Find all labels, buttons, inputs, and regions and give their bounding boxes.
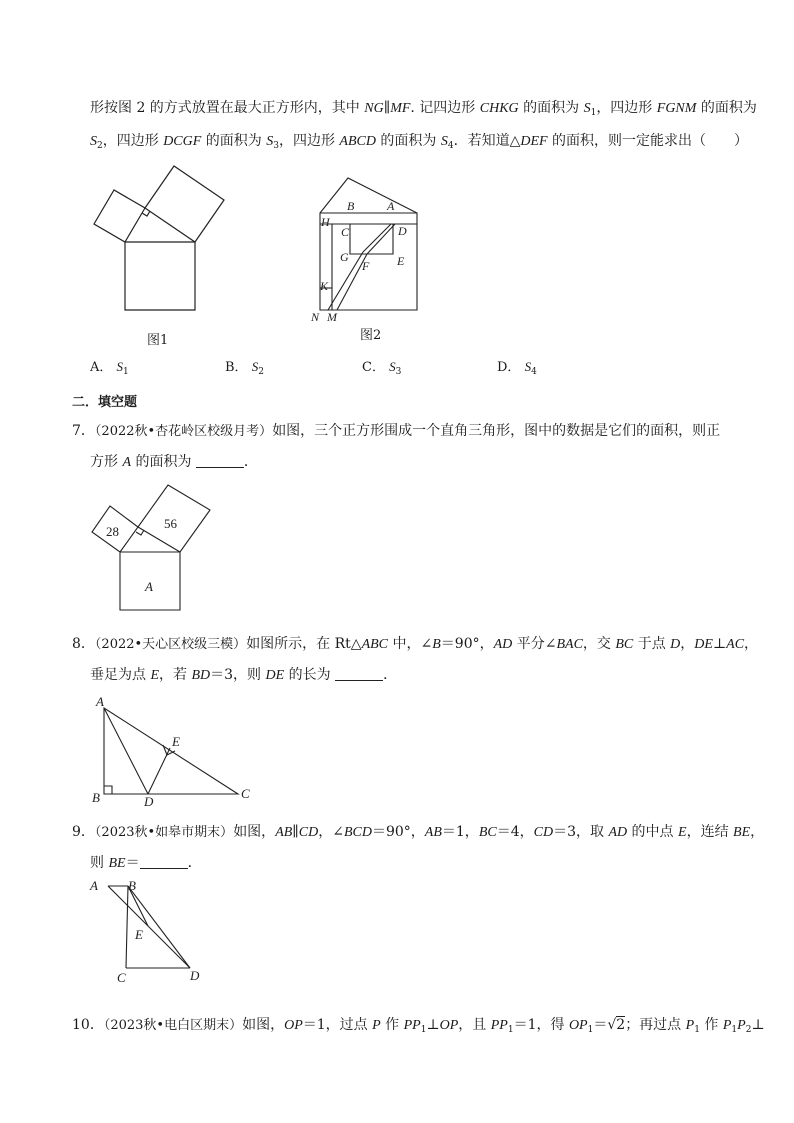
parallel-symbol: ∥: [292, 824, 299, 840]
seg-pp1: PP: [490, 1018, 508, 1033]
seg-be: BE: [108, 856, 126, 871]
s-symbol: S: [524, 359, 532, 374]
fig2-label-k: K: [320, 279, 329, 293]
seg-ab: AB: [424, 825, 442, 840]
question-number: 8．: [72, 636, 95, 652]
q8-right-angle-b: [104, 786, 112, 794]
question-number: 7．: [72, 423, 95, 439]
q6-option-d[interactable]: [497, 358, 537, 381]
seg-bc: BC: [615, 637, 634, 652]
text: ，且: [458, 1017, 491, 1033]
text: 的中点: [627, 824, 679, 840]
seg-cd: CD: [298, 825, 319, 840]
subscript: 1: [420, 1025, 427, 1035]
q8-line-ad: [104, 708, 148, 794]
question-source: （2023秋•电白区期末）: [103, 1018, 243, 1033]
text: ＝3，则: [210, 667, 266, 683]
text: 如图，: [233, 824, 276, 840]
text: ⊥: [426, 1017, 440, 1033]
text: ，四边形: [596, 100, 657, 116]
square-a: A: [122, 455, 132, 470]
q7-label-56: 56: [164, 516, 177, 531]
subscript: 1: [587, 1025, 594, 1035]
seg-p1p2: P: [737, 1018, 746, 1033]
point-p1: P: [685, 1018, 695, 1033]
text: 的面积为: [518, 100, 584, 116]
q8-label-b: B: [92, 790, 100, 805]
q9-line-2: [90, 853, 202, 874]
q7-line-2: [90, 452, 258, 473]
seg-ad: AD: [493, 637, 513, 652]
s-symbol: S: [266, 134, 274, 149]
seg-op: OP: [439, 1018, 459, 1033]
fig2-line-fa: [363, 224, 391, 252]
text: ，: [680, 636, 695, 652]
q8-label-c: C: [241, 786, 250, 801]
point-p: P: [372, 1018, 381, 1033]
subscript: 1: [731, 1025, 738, 1035]
text: 中，∠: [388, 636, 433, 652]
text: ⊥: [712, 636, 727, 652]
question-number: 9．: [72, 824, 95, 840]
q8-line-2: [90, 665, 397, 686]
seg-ad: AD: [608, 825, 628, 840]
text: 如图所示，在 Rt△: [246, 636, 362, 652]
sqrt-symbol: √: [607, 1017, 617, 1033]
text: ＝4，: [496, 824, 534, 840]
seg-de: DE: [265, 668, 285, 683]
option-letter: B．: [225, 360, 248, 375]
subscript: 1: [507, 1025, 514, 1035]
text: 作: [380, 1017, 404, 1033]
text: 作: [699, 1017, 723, 1033]
quad-fgnm: FGNM: [656, 101, 697, 116]
q9-label-b: B: [128, 878, 136, 893]
text: ＝: [125, 855, 140, 871]
fig2-label-c: C: [341, 225, 350, 239]
text: 平分∠: [512, 636, 557, 652]
fig1-left-square: [94, 190, 145, 242]
fig2-line-ga: [367, 224, 395, 254]
subscript: 3: [273, 141, 279, 151]
s-symbol: S: [116, 359, 124, 374]
text: 的面积为: [696, 100, 757, 116]
text: ＝3，取: [553, 824, 609, 840]
q7-figure: [88, 482, 228, 612]
q9-line-1: [72, 822, 764, 843]
fig2-label-m: M: [327, 310, 337, 324]
s-symbol: S: [583, 101, 591, 116]
point-e: E: [678, 825, 687, 840]
text: ．若知道△: [453, 133, 521, 149]
text: ．: [187, 855, 202, 871]
text: 如图，三个正方形围成一个直角三角形，图中的数据是它们的面积，则正: [272, 423, 721, 439]
seg-cd: CD: [533, 825, 554, 840]
q8-label-d: D: [144, 794, 154, 809]
triangle-abc: ABC: [361, 637, 389, 652]
text: 形按图 2 的方式放置在最大正方形内，其中: [90, 100, 365, 116]
fig1-right-square: [145, 166, 224, 242]
q6-line-1: [90, 98, 757, 123]
q8-line-1: [72, 634, 758, 655]
subscript: 1: [123, 367, 129, 377]
q9-line-ad: [108, 886, 190, 968]
fig2-label-b: B: [347, 199, 355, 213]
sqrt-value: 2: [616, 1017, 626, 1033]
angle-b: B: [432, 637, 441, 652]
question-source: （2023秋•如皋市期末）: [94, 825, 234, 840]
text: ，∠: [318, 824, 344, 840]
text: ，四边形: [278, 133, 340, 149]
text: ．: [243, 454, 258, 470]
option-letter: A．: [90, 360, 113, 375]
option-letter: D．: [497, 360, 521, 375]
question-source: （2022秋•杏花岭区校级月考）: [94, 424, 273, 439]
text: ＝1，过点: [302, 1017, 373, 1033]
q6-figure-1: [90, 160, 290, 320]
text: ．: [383, 667, 398, 683]
text: 方形: [90, 454, 123, 470]
subscript: 4: [447, 141, 454, 151]
s-symbol: S: [389, 359, 396, 374]
text: 垂足为点: [90, 667, 151, 683]
text: 的面积，则一定能求出（ ）: [547, 133, 749, 149]
section-title: 二．填空题: [72, 395, 138, 410]
text: ＝90°，: [371, 824, 425, 840]
q8-label-a: A: [96, 694, 104, 709]
q8-label-e: E: [172, 734, 180, 749]
subscript: 4: [531, 367, 537, 377]
text: 的面积为: [201, 133, 267, 149]
fig2-top-triangle: [320, 178, 417, 213]
seg-p1p2: P: [722, 1018, 732, 1033]
text: 的面积为: [131, 454, 192, 470]
fig2-label-h: H: [321, 215, 330, 229]
seg-bc: BC: [478, 825, 497, 840]
text: ，交: [582, 636, 616, 652]
triangle-def: DEF: [520, 134, 548, 149]
text: ＝1，得: [513, 1017, 569, 1033]
fig2-label-g: G: [340, 250, 349, 264]
q6-option-a[interactable]: [90, 358, 129, 381]
text: 于点: [633, 636, 671, 652]
seg-de: DE: [694, 637, 713, 652]
fig2-label-d: D: [398, 224, 407, 238]
q6-figure-2: [305, 170, 465, 340]
text: . 记四边形: [410, 100, 480, 116]
quad-chkg: CHKG: [479, 101, 519, 116]
answer-blank[interactable]: [335, 666, 383, 681]
question-number: 10．: [72, 1017, 104, 1033]
text: ＝1，: [441, 824, 479, 840]
s-symbol: S: [440, 134, 448, 149]
seg-ac: AC: [726, 637, 745, 652]
quad-dcgf: DCGF: [163, 134, 202, 149]
seg-be: BE: [733, 825, 751, 840]
q6-line-2: [90, 131, 748, 156]
parallel-symbol: ∥: [383, 100, 391, 116]
q6-option-b[interactable]: [225, 358, 264, 381]
fig2-label-e: E: [397, 254, 405, 268]
subscript: 2: [97, 141, 103, 151]
text: ，连结: [686, 824, 734, 840]
seg-ab: AB: [275, 825, 293, 840]
q9-figure: [86, 874, 216, 984]
q9-label-d: D: [190, 968, 200, 983]
text: ⊥: [751, 1017, 765, 1033]
text: ，四边形: [102, 133, 164, 149]
q10-line-1: [72, 1015, 765, 1040]
q6-option-c[interactable]: [362, 358, 401, 381]
subscript: 3: [395, 367, 402, 377]
fig2-label-a: A: [387, 199, 395, 213]
text: ，: [744, 636, 759, 652]
text: ；再过点: [625, 1017, 686, 1033]
fig2-label-n: N: [311, 310, 320, 324]
subscript: 1: [694, 1025, 700, 1035]
seg-ng: NG: [364, 101, 384, 116]
q8-triangle-abc: [104, 708, 238, 794]
text: 的面积为: [375, 133, 441, 149]
fig1-caption: 图1: [147, 333, 169, 348]
q7-line-1: [72, 421, 720, 442]
text: 如图，: [242, 1017, 285, 1033]
q9-line-bc: [126, 886, 128, 968]
text: ，: [750, 824, 765, 840]
quad-abcd: ABCD: [339, 134, 376, 149]
fig2-label-f: F: [362, 259, 370, 273]
answer-blank[interactable]: [196, 453, 244, 468]
subscript: 2: [745, 1025, 752, 1035]
q7-right-angle-mark: [136, 530, 144, 535]
subscript: 1: [590, 108, 597, 118]
subscript: 2: [258, 367, 264, 377]
q9-label-c: C: [117, 970, 126, 985]
q9-label-e: E: [135, 927, 143, 942]
option-letter: C．: [362, 360, 385, 375]
text: ＝: [593, 1017, 608, 1033]
seg-pp1: PP: [403, 1018, 421, 1033]
fig2-caption: 图2: [360, 328, 382, 343]
s-symbol: S: [90, 134, 97, 149]
text: 的长为: [284, 667, 331, 683]
answer-blank[interactable]: [140, 854, 188, 869]
s-symbol: S: [251, 359, 259, 374]
seg-mf: MF: [390, 101, 411, 116]
q7-label-28: 28: [106, 524, 119, 539]
seg-bd: BD: [191, 668, 211, 683]
point-e: E: [150, 668, 160, 683]
text: ，若: [159, 667, 192, 683]
angle-bcd: BCD: [343, 825, 372, 840]
point-d: D: [670, 637, 681, 652]
q7-label-a: A: [145, 579, 153, 594]
q8-figure: [88, 694, 268, 809]
angle-bac: BAC: [556, 637, 583, 652]
seg-op: OP: [284, 1018, 303, 1033]
fig1-bottom-square: [125, 242, 195, 310]
seg-op1: OP: [568, 1018, 588, 1033]
q9-label-a: A: [90, 878, 98, 893]
text: 则: [90, 855, 109, 871]
question-source: （2022•天心区校级三模）: [94, 637, 247, 652]
text: ＝90°，: [440, 636, 494, 652]
